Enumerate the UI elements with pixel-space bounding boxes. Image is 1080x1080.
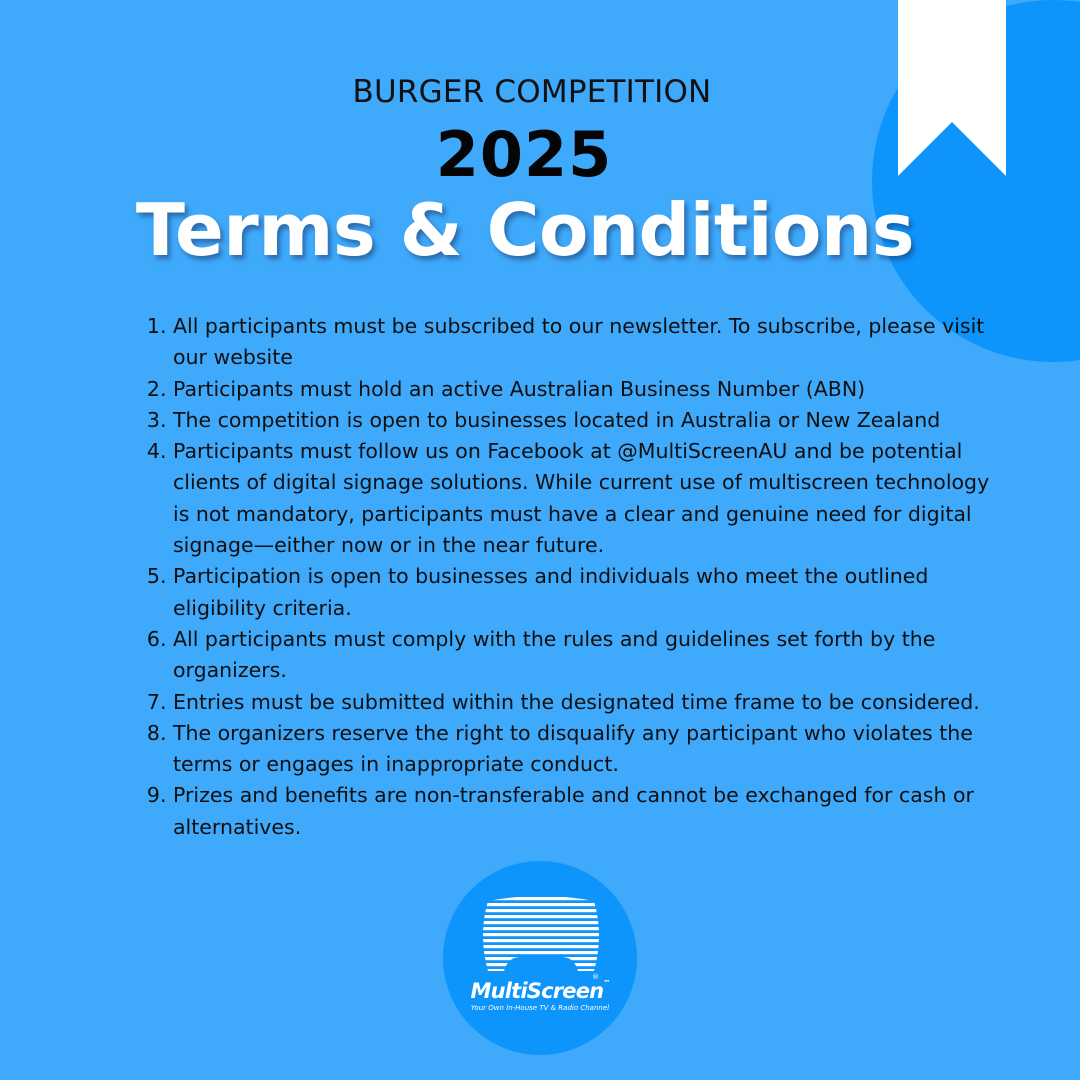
trademark-mark: ™	[603, 979, 610, 987]
multiscreen-logo-icon	[478, 895, 604, 979]
brand-name-text: MultiScreen	[470, 979, 604, 1003]
term-item: 1. All participants must be subscribed to our newsletter. To subscribe, please visit our website	[173, 311, 993, 374]
term-item: 8. The organizers reserve the right to disqualify any participant who violates the terms or engages in inappropriate conduct.	[173, 718, 993, 781]
term-item: 3. The competition is open to businesses located in Australia or New Zealand	[173, 405, 993, 436]
term-item: 9. Prizes and benefits are non-transferable and cannot be exchanged for cash or alternatives.	[173, 780, 993, 843]
competition-year: 2025	[435, 118, 613, 191]
term-item: 7. Entries must be submitted within the designated time frame to be considered.	[173, 687, 993, 718]
registered-mark: ®	[592, 973, 599, 979]
terms-list	[135, 311, 993, 843]
term-item: 2. Participants must hold an active Australian Business Number (ABN)	[173, 374, 993, 405]
competition-eyebrow: BURGER COMPETITION	[352, 74, 712, 110]
term-item: 5. Participation is open to businesses and individuals who meet the outlined eligibility criteria.	[173, 561, 993, 624]
page-title: Terms & Conditions	[135, 188, 915, 272]
brand-tagline: Your Own In-House TV & Radio Channel	[470, 1004, 610, 1012]
brand-name	[443, 979, 637, 1003]
term-item: 4. Participants must follow us on Facebook at @MultiScreenAU and be potential clients of digital signage solutions. While current use of multiscreen technology is not mandatory, participants must have a clear and genuine need for digital signage—either now or in the near future.	[173, 436, 993, 561]
term-item: 6. All participants must comply with the rules and guidelines set forth by the organizers.	[173, 624, 993, 687]
